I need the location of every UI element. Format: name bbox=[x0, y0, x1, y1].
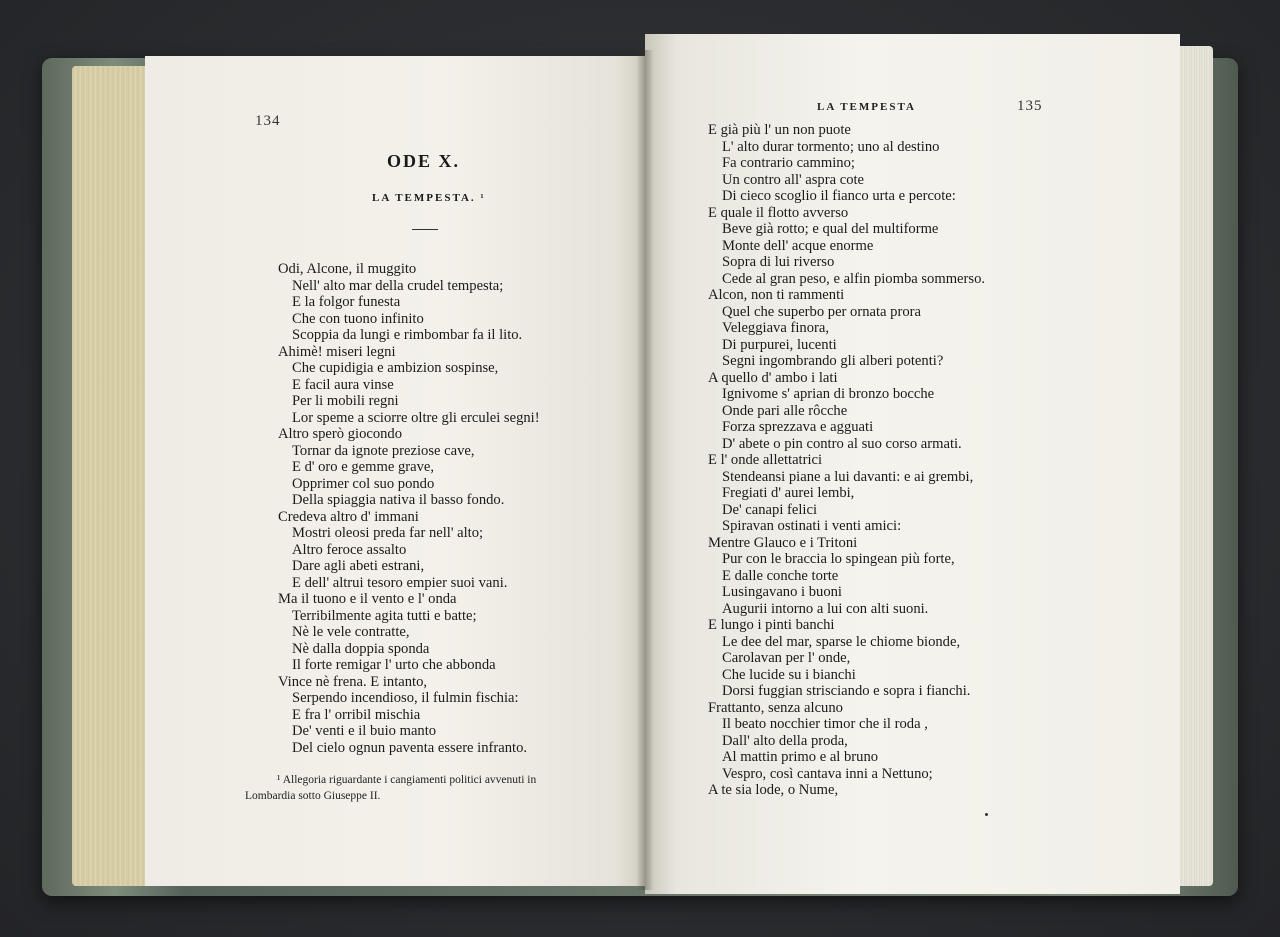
poem-line: A te sia lode, o Nume, bbox=[708, 782, 839, 798]
right-page-block-edges bbox=[1175, 46, 1213, 886]
poem-line: Mentre Glauco e i Tritoni bbox=[708, 534, 858, 551]
poem-line: Nè dalla doppia sponda bbox=[292, 640, 430, 657]
poem-line: D' abete o pin contro al suo corso armati. bbox=[722, 435, 962, 452]
poem-line: Stendeansi piane a lui davanti: e ai grembi, bbox=[722, 468, 974, 485]
poem-line: Al mattin primo e al bruno bbox=[722, 749, 879, 765]
poem-line: Il forte remigar l' urto che abbonda bbox=[292, 657, 496, 673]
poem-line: Sopra di lui riverso bbox=[722, 254, 835, 270]
poem-line: Cede al gran peso, e alfin piomba sommerso. bbox=[722, 270, 986, 287]
poem-line: Lor speme a sciorre oltre gli erculei segni! bbox=[292, 409, 540, 426]
left-page-number: 134 bbox=[255, 113, 281, 129]
poem-line: Scoppia da lungi e rimbombar fa il lito. bbox=[292, 327, 523, 343]
running-head: LA TEMPESTA bbox=[817, 101, 916, 113]
footnote-line-1: ¹ Allegoria riguardante i cangiamenti politici avvenuti in bbox=[277, 774, 537, 786]
poem-line: Vespro, così cantava inni a Nettuno; bbox=[722, 765, 933, 782]
poem-line: E lungo i pinti banchi bbox=[708, 617, 835, 633]
poem-line: Nè le vele contratte, bbox=[292, 624, 410, 640]
poem-line: Che cupidigia e ambizion sospinse, bbox=[292, 360, 499, 376]
poem-line: De' venti e il buio manto bbox=[292, 723, 437, 739]
right-poem bbox=[708, 122, 985, 799]
footnote-line-2: Lombardia sotto Giuseppe II. bbox=[245, 790, 381, 802]
left-page-block-edges bbox=[72, 66, 150, 886]
poem-line: Frattanto, senza alcuno bbox=[708, 699, 843, 716]
poem-line: Dall' alto della proda, bbox=[722, 732, 848, 749]
poem-line: Odi, Alcone, il muggito bbox=[278, 261, 417, 277]
footnote bbox=[245, 772, 537, 804]
poem-line: Segni ingombrando gli alberi potenti? bbox=[722, 353, 944, 369]
poem-line: Forza sprezzava e agguati bbox=[722, 419, 874, 435]
poem-line: E dalle conche torte bbox=[722, 567, 839, 584]
poem-line: Della spiaggia nativa il basso fondo. bbox=[292, 492, 505, 508]
ode-subtitle: LA TEMPESTA. ¹ bbox=[372, 192, 486, 204]
poem-line: Fa contrario cammino; bbox=[722, 155, 855, 171]
poem-line: Terribilmente agita tutti e batte; bbox=[292, 607, 477, 624]
poem-line: L' alto durar tormento; uno al destino bbox=[722, 138, 940, 155]
poem-line: Monte dell' acque enorme bbox=[722, 237, 874, 254]
poem-line: De' canapi felici bbox=[722, 501, 818, 518]
poem-line: E fra l' orribil mischia bbox=[292, 706, 421, 723]
poem-line: Veleggiava finora, bbox=[722, 320, 829, 336]
poem-line: E la folgor funesta bbox=[292, 294, 401, 310]
poem-line: Di cieco scoglio il fianco urta e percote: bbox=[722, 188, 956, 204]
poem-line: Alcon, non ti rammenti bbox=[708, 287, 845, 303]
poem-line: Pur con le braccia lo spingean più forte, bbox=[722, 551, 955, 567]
poem-line: Le dee del mar, sparse le chiome bionde, bbox=[722, 633, 961, 650]
poem-line: Vince nè frena. E intanto, bbox=[278, 673, 428, 690]
page-speck bbox=[985, 813, 988, 816]
poem-line: Credeva altro d' immani bbox=[278, 508, 419, 525]
poem-line: Nell' alto mar della crudel tempesta; bbox=[292, 277, 504, 294]
poem-line: Per li mobili regni bbox=[292, 393, 399, 409]
poem-line: E d' oro e gemme grave, bbox=[292, 459, 435, 475]
poem-line: Beve già rotto; e qual del multiforme bbox=[722, 221, 939, 237]
left-poem bbox=[278, 261, 540, 756]
poem-line: Il beato nocchier timor che il roda , bbox=[722, 716, 928, 732]
poem-line: E dell' altrui tesoro empier suoi vani. bbox=[292, 574, 508, 591]
poem-line: Augurii intorno a lui con alti suoni. bbox=[722, 600, 929, 617]
poem-line: Spiravan ostinati i venti amici: bbox=[722, 518, 902, 534]
poem-line: Dare agli abeti estrani, bbox=[292, 558, 425, 574]
poem-line: Ahimè! miseri legni bbox=[278, 343, 396, 360]
poem-line: Che lucide su i bianchi bbox=[722, 666, 856, 683]
poem-line: Tornar da ignote preziose cave, bbox=[292, 442, 475, 459]
title-divider bbox=[412, 229, 438, 230]
poem-line: E quale il flotto avverso bbox=[708, 204, 849, 221]
poem-line: Dorsi fuggian strisciando e sopra i fianchi. bbox=[722, 683, 971, 699]
poem-line: Un contro all' aspra cote bbox=[722, 171, 865, 188]
poem-line: Altro feroce assalto bbox=[292, 541, 407, 558]
poem-line: E l' onde allettatrici bbox=[708, 452, 823, 468]
poem-line: Ma il tuono e il vento e l' onda bbox=[278, 591, 457, 607]
poem-line: Di purpurei, lucenti bbox=[722, 336, 837, 353]
poem-line: Carolavan per l' onde, bbox=[722, 650, 851, 666]
poem-line: Che con tuono infinito bbox=[292, 310, 424, 327]
poem-line: Opprimer col suo pondo bbox=[292, 475, 435, 492]
poem-line: Quel che superbo per ornata prora bbox=[722, 303, 921, 320]
poem-line: E facil aura vinse bbox=[292, 376, 394, 393]
book-gutter-shadow bbox=[636, 50, 654, 890]
poem-line: Fregiati d' aurei lembi, bbox=[722, 485, 855, 501]
poem-line: Del cielo ognun paventa essere infranto. bbox=[292, 739, 528, 756]
poem-line: A quello d' ambo i lati bbox=[708, 369, 838, 386]
poem-line: Altro sperò giocondo bbox=[278, 426, 403, 442]
poem-line: Mostri oleosi preda far nell' alto; bbox=[292, 525, 484, 541]
ode-title: ODE X. bbox=[387, 151, 461, 171]
poem-line: Serpendo incendioso, il fulmin fischia: bbox=[292, 690, 519, 706]
right-page-number: 135 bbox=[1017, 98, 1043, 114]
poem-line: Onde pari alle rôcche bbox=[722, 402, 848, 419]
poem-line: Lusingavano i buoni bbox=[722, 584, 842, 600]
poem-line: E già più l' un non puote bbox=[708, 122, 851, 138]
poem-line: Ignivome s' aprian di bronzo bocche bbox=[722, 386, 935, 402]
